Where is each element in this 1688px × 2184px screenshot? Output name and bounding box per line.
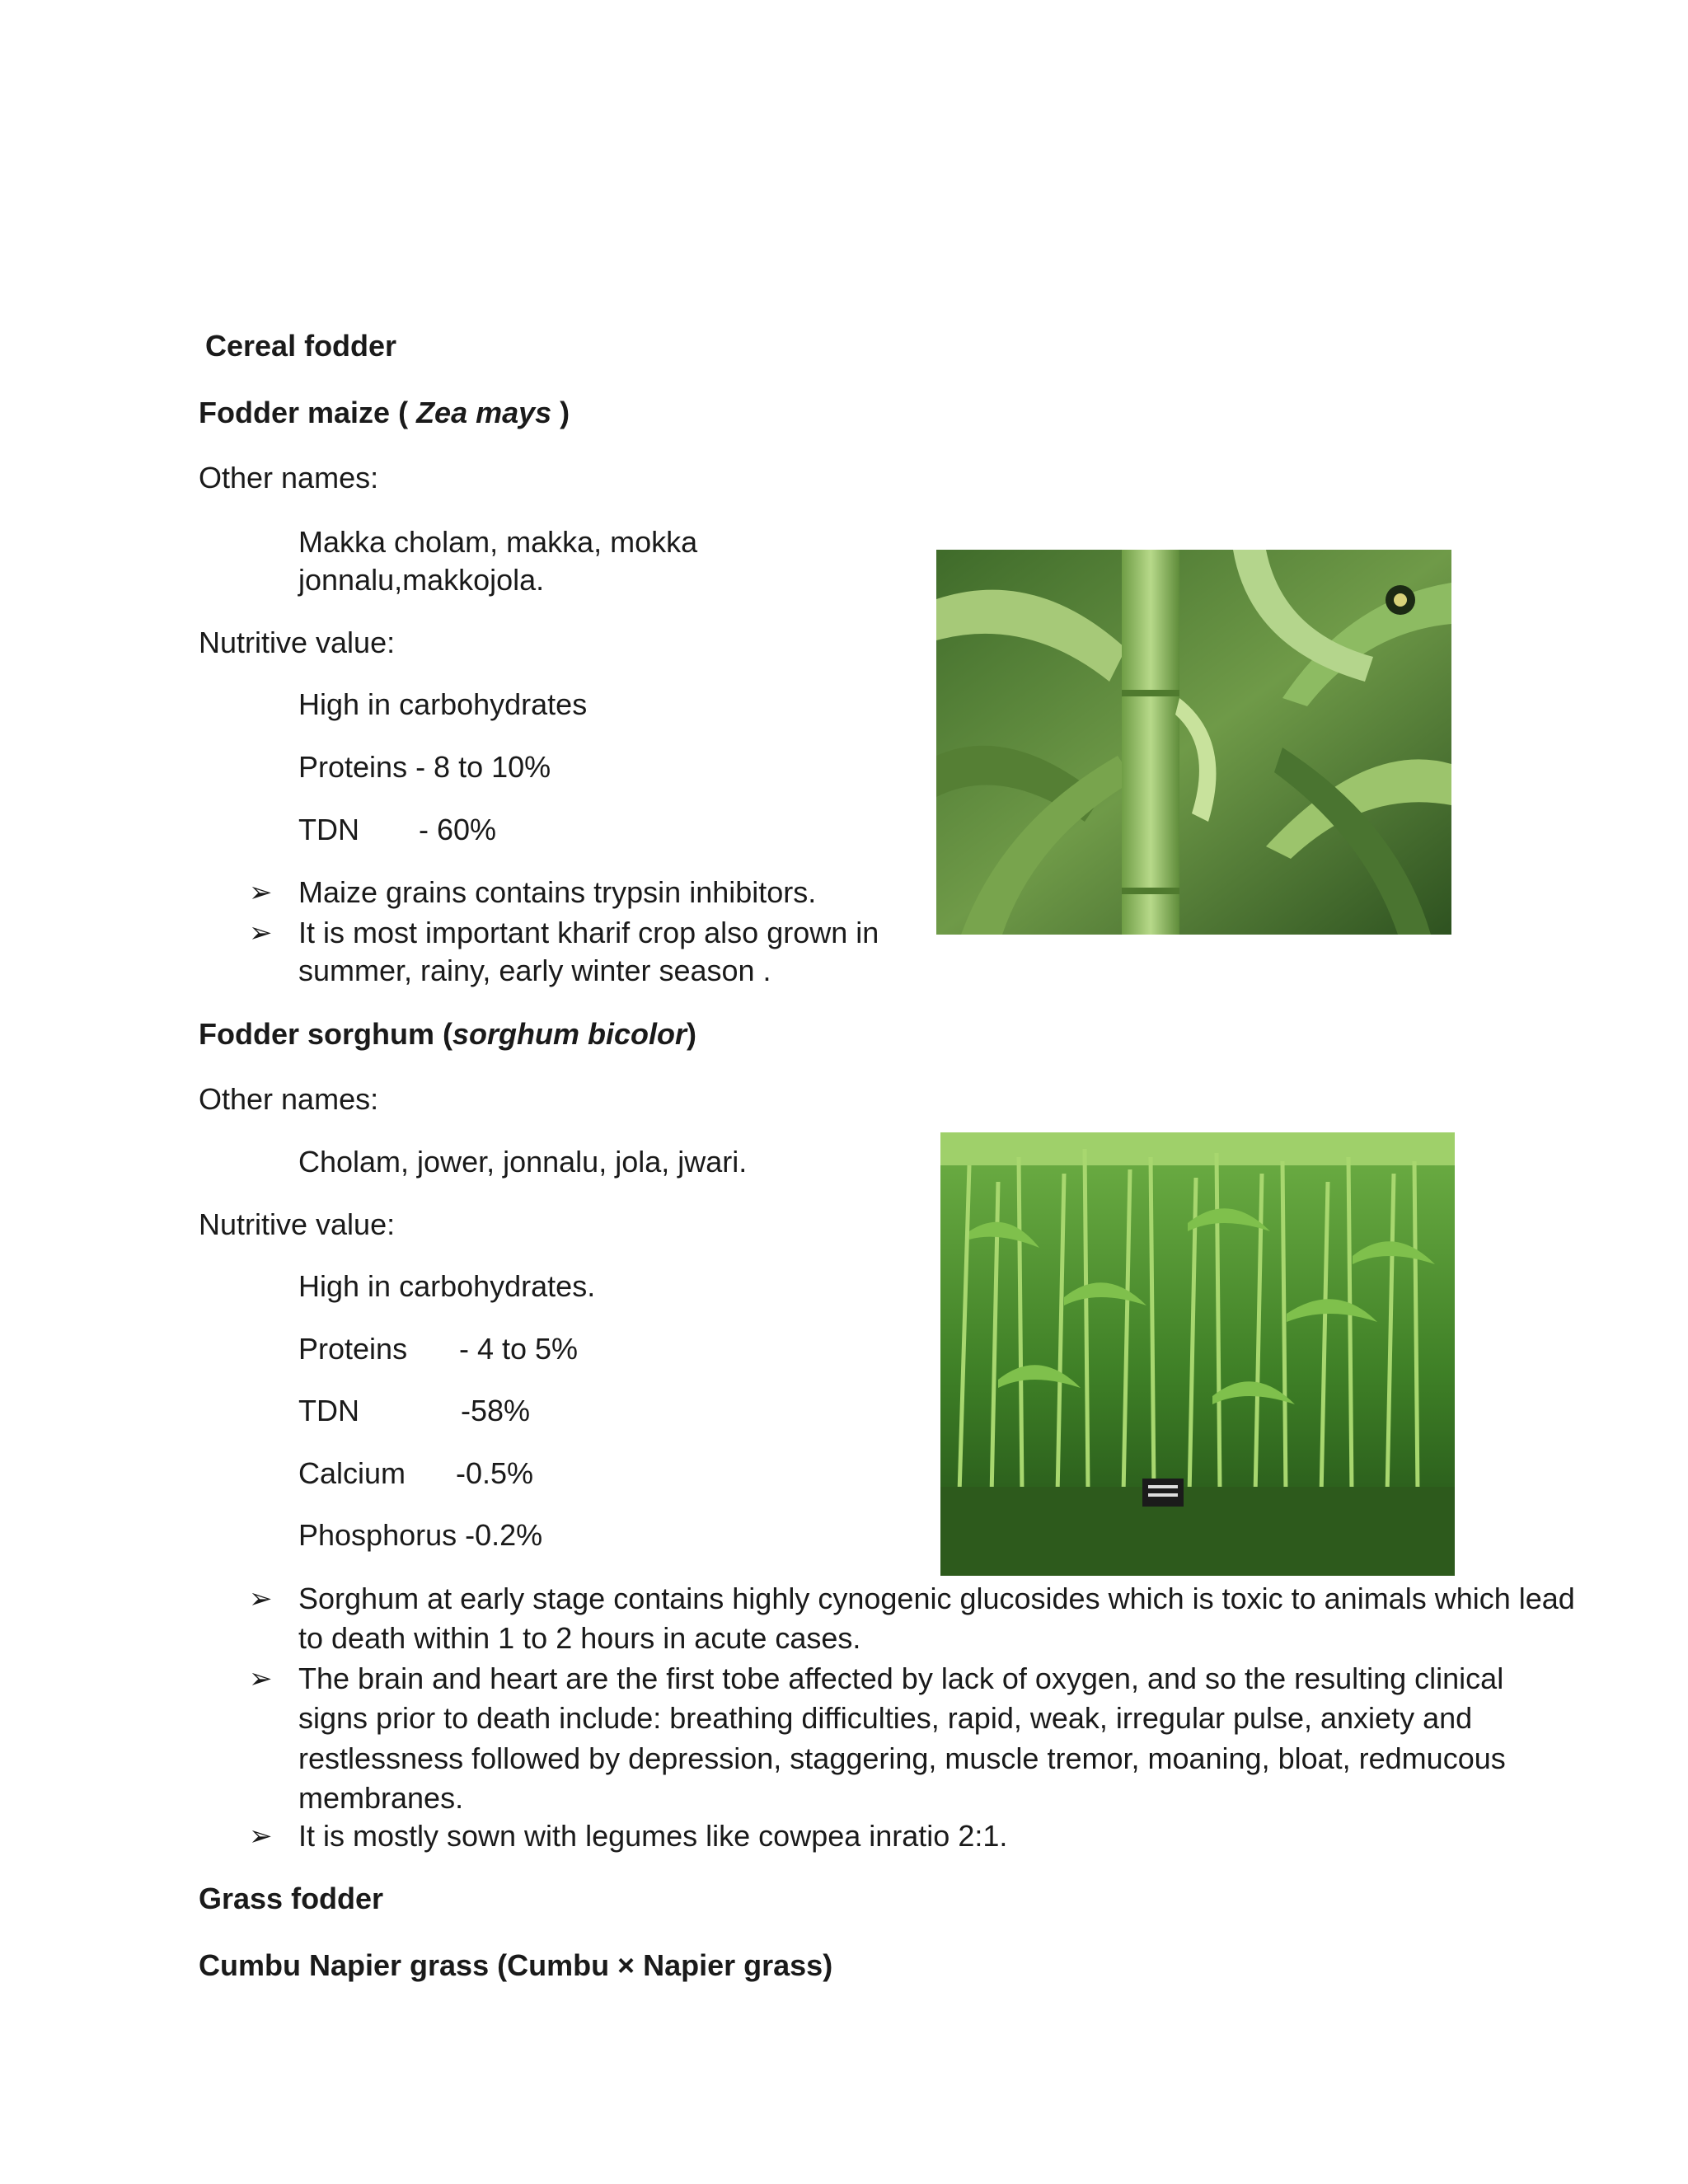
- sorghum-other-names: Cholam, jower, jonnalu, jola, jwari.: [298, 1145, 748, 1179]
- sorghum-heading-prefix: Fodder sorghum (: [199, 1017, 452, 1051]
- maize-heading-close: ): [551, 396, 570, 429]
- maize-nutrition-protein: Proteins - 8 to 10%: [298, 750, 551, 784]
- bullet-arrow-icon: ➢: [249, 917, 273, 949]
- bullet-arrow-icon: ➢: [249, 1663, 273, 1694]
- sorghum-nutrition-carbs: High in carbohydrates.: [298, 1269, 596, 1303]
- bullet-arrow-icon: ➢: [249, 1821, 273, 1852]
- sorghum-nutritive-label: Nutritive value:: [199, 1207, 396, 1241]
- sorghum-protein-label: Proteins: [298, 1332, 408, 1366]
- maize-other-names-line2: jonnalu,makkojola.: [298, 563, 545, 597]
- maize-bullet-kharif-line1: It is most important kharif crop also grown in: [298, 916, 879, 949]
- maize-heading-prefix: Fodder maize: [199, 396, 391, 429]
- sorghum-bullet-toxicity-line1: Sorghum at early stage contains highly cynogenic glucosides which is toxic to animals which lead: [298, 1582, 1575, 1615]
- sorghum-field-photo: [940, 1132, 1455, 1576]
- sorghum-bullet-legumes: It is mostly sown with legumes like cowpea inratio 2:1.: [298, 1819, 1008, 1853]
- section-title-cereal-fodder: Cereal fodder: [205, 329, 397, 363]
- bullet-arrow-icon: ➢: [249, 877, 273, 908]
- maize-other-names-line1: Makka cholam, makka, mokka: [298, 525, 698, 559]
- sorghum-bullet-symptoms-line1: The brain and heart are the first tobe affected by lack of oxygen, and so the resulting clinical: [298, 1661, 1504, 1695]
- sorghum-heading: [199, 1015, 696, 1054]
- sorghum-calcium-label: Calcium: [298, 1456, 406, 1490]
- bullet-arrow-icon: ➢: [249, 1583, 273, 1615]
- sorghum-other-names-label: Other names:: [199, 1082, 379, 1116]
- maize-heading: [199, 393, 570, 433]
- maize-plant-photo: [936, 550, 1451, 935]
- maize-nutritive-label: Nutritive value:: [199, 626, 396, 659]
- maize-species-name: Zea mays: [416, 396, 552, 429]
- maize-heading-open: (: [390, 396, 417, 429]
- sorghum-tdn-label: TDN: [298, 1394, 359, 1427]
- maize-tdn-label: TDN: [298, 813, 359, 846]
- sorghum-calcium-value: -0.5%: [456, 1456, 534, 1490]
- section-title-grass-fodder: Grass fodder: [199, 1882, 384, 1915]
- maize-bullet-kharif-line2: summer, rainy, early winter season .: [298, 954, 771, 987]
- maize-nutrition-carbs: High in carbohydrates: [298, 687, 588, 721]
- napier-heading: Cumbu Napier grass (Cumbu × Napier grass): [199, 1948, 833, 1982]
- maize-tdn-value: - 60%: [419, 813, 497, 846]
- maize-other-names-label: Other names:: [199, 461, 379, 494]
- sorghum-species-name: sorghum bicolor: [452, 1017, 687, 1051]
- sorghum-protein-value: - 4 to 5%: [459, 1332, 579, 1366]
- sorghum-tdn-value: -58%: [461, 1394, 531, 1427]
- sorghum-bullet-symptoms-line2: signs prior to death include: breathing difficulties, rapid, weak, irregular pulse, anxiety and: [298, 1701, 1473, 1735]
- sorghum-bullet-symptoms-line3: restlessness followed by depression, staggering, muscle tremor, moaning, bloat, redmucous: [298, 1741, 1506, 1775]
- sorghum-bullet-symptoms-line4: membranes.: [298, 1781, 464, 1815]
- sorghum-heading-close: ): [687, 1017, 697, 1051]
- sorghum-phosphorus: Phosphorus -0.2%: [298, 1518, 543, 1552]
- sorghum-bullet-toxicity-line2: to death within 1 to 2 hours in acute cases.: [298, 1621, 861, 1655]
- maize-bullet-trypsin: Maize grains contains trypsin inhibitors.: [298, 875, 817, 909]
